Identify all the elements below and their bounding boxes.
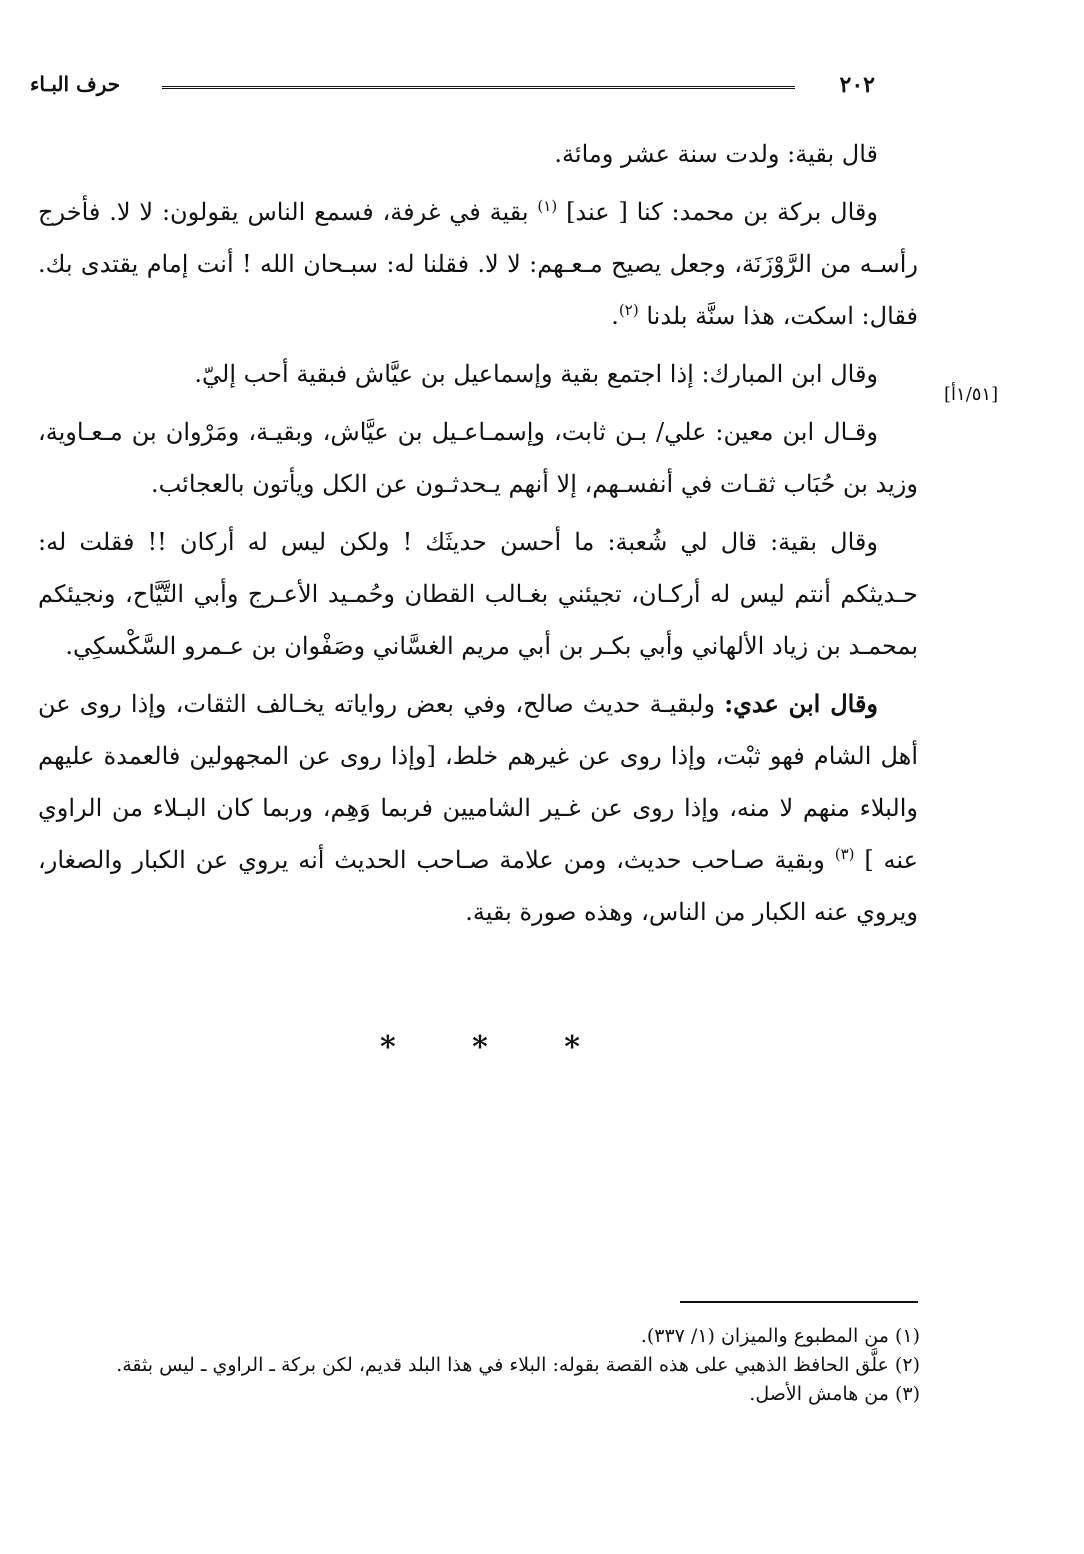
paragraph-4: وقـال ابن معين: علي/ بـن ثابت، وإسمـاعـيل بن عيَّاش، وبقيـة، ومَرْوان بن مـعـاوية، وزيد بن حُبَاب ثقـات في أنفسـهم، إلا أنهم يـحدثـون عن الكل ويأتون بالعجائب. <box>38 418 918 498</box>
paragraph-6-lead: وقال ابن عدي: <box>724 689 879 718</box>
paragraph-6-text-a: ولبقيـة حديث صالح، وفي بعض رواياته يخـالف الثقات، وإذا روى عن أهل الشام فهو ثبْت، وإذا روى عن غيرهم خلط، [وإذا روى عن المجهولين فالعمدة عليهم والبلاء منهم لا منه، وإذا روى عن غـير الشاميين فربما وَهِم، وربما كان البـلاء من الراوي عنه ] <box>38 690 918 874</box>
page-header <box>30 70 875 104</box>
footnote-2: (٢) علَّق الحافظ الذهبي على هذه القصة بقوله: البلاء في هذا البلد قديم، لكن بركة ـ الراوي ـ ليس بثقة. <box>116 1354 920 1376</box>
margin-reference: [١/٥١أ] <box>944 384 999 405</box>
footnote-marker-2: (٢) <box>618 301 639 319</box>
paragraph-2 <box>38 186 918 342</box>
paragraph-5: وقال بقية: قال لي شُعبة: ما أحسن حديثَك ! ولكن ليس له أركان !! فقلت له: حـديثكم أنتم ليس له أركـان، تجيئني بغـالب القطان وحُمـيد الأعـرج وأبي التَّيَّاح، ونجيئكم بمحمـد بن زياد الألهاني وأبي بكـر بن أبي مريم الغسَّاني وصَفْوان بن عـمرو السَّكْسكِي. <box>38 528 918 660</box>
page-number: ٢٠٢ <box>839 72 875 98</box>
separator-star: * <box>380 1030 396 1065</box>
separator-star: * <box>564 1030 580 1065</box>
footnote-rule <box>680 1301 918 1303</box>
running-title: حرف البـاء <box>30 72 121 96</box>
paragraph-1: قال بقية: ولدت سنة عشر ومائة. <box>554 140 878 168</box>
paragraph-2-text-a: وقال بركة بن محمد: كنا [ عند] <box>557 198 878 226</box>
section-separator <box>380 1030 580 1065</box>
separator-star: * <box>472 1030 488 1065</box>
footnote-marker-1: (١) <box>537 197 558 215</box>
footnotes <box>60 1322 920 1409</box>
paragraph-2-end: . <box>611 302 619 330</box>
paragraph-6 <box>38 678 918 938</box>
paragraph-3: وقال ابن المبارك: إذا اجتمع بقية وإسماعيل بن عيَّاش فبقية أحب إليّ. <box>194 360 878 388</box>
paragraph-6-text-b: وبقية صـاحب حديث، ومن علامة صـاحب الحديث أنه يروي عن الكبار والصغار، ويروي عنه الكبار من الناس، وهذه صورة بقية. <box>38 846 918 926</box>
footnote-3: (٣) من هامش الأصل. <box>749 1383 920 1405</box>
footnote-1: (١) من المطبوع والميزان (١/ ٣٣٧). <box>640 1325 920 1347</box>
main-text <box>38 128 918 944</box>
header-rule <box>162 86 795 89</box>
paragraph-2-text-b: بقية في غرفة، فسمع الناس يقولون: لا لا. فأخرج رأسـه من الرَّوْزَنَة، وجعل يصيح مـعـهم: لا لا. فقلنا له: سبـحان الله ! أنت إمام يقتدى بك. فقال: اسكت، هذا سنَّة بلدنا <box>38 198 918 330</box>
footnote-marker-3: (٣) <box>834 845 855 863</box>
